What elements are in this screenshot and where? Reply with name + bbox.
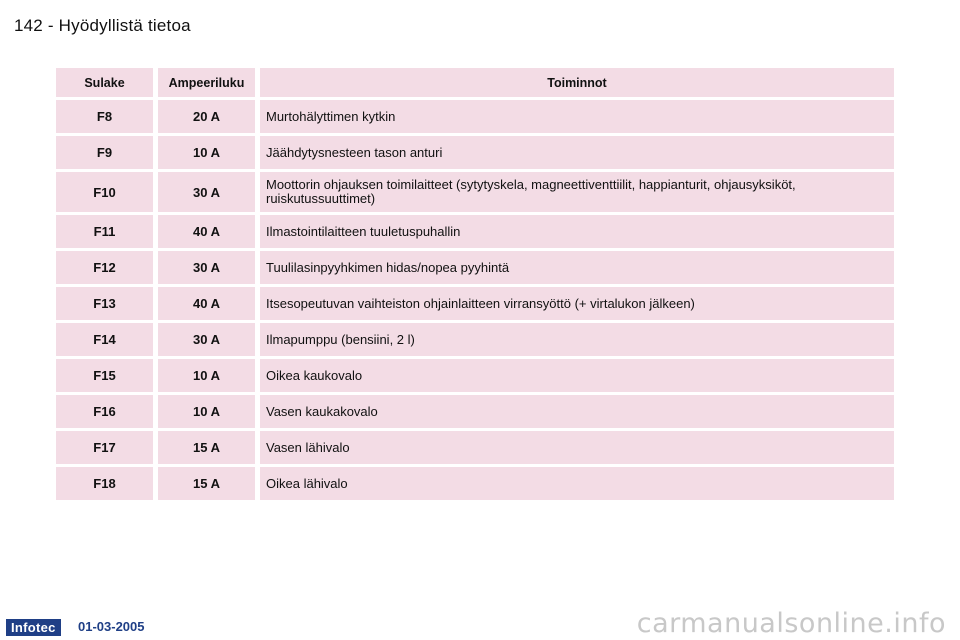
amperage-cell: 40 A [158, 287, 255, 320]
function-cell: Vasen lähivalo [260, 431, 894, 464]
function-cell: Murtohälyttimen kytkin [260, 100, 894, 133]
amperage-cell: 15 A [158, 431, 255, 464]
fuse-id-cell: F18 [56, 467, 153, 500]
watermark-text: carmanualsonline.info [636, 608, 946, 639]
table-row [56, 172, 894, 212]
amperage-cell: 30 A [158, 251, 255, 284]
amperage-cell: 10 A [158, 359, 255, 392]
fuse-id-cell: F17 [56, 431, 153, 464]
table-header-row [56, 68, 894, 97]
fuse-id-cell: F9 [56, 136, 153, 169]
table-row [56, 467, 894, 500]
fuse-id-cell: F11 [56, 215, 153, 248]
table-row [56, 359, 894, 392]
fuse-id-cell: F16 [56, 395, 153, 428]
amperage-cell: 10 A [158, 136, 255, 169]
amperage-cell: 40 A [158, 215, 255, 248]
table-row [56, 215, 894, 248]
function-cell: Moottorin ohjauksen toimilaitteet (sytytyskela, magneettiventtiilit, happianturit, ohjausyksiköt, ruiskutussuuttimet) [260, 172, 894, 212]
fuse-id-cell: F8 [56, 100, 153, 133]
table-row [56, 287, 894, 320]
table-row [56, 251, 894, 284]
function-cell: Oikea lähivalo [260, 467, 894, 500]
function-cell: Itsesopeutuvan vaihteiston ohjainlaitteen virransyöttö (+ virtalukon jälkeen) [260, 287, 894, 320]
column-header-fuse: Sulake [56, 68, 153, 97]
amperage-cell: 15 A [158, 467, 255, 500]
function-cell: Tuulilasinpyyhkimen hidas/nopea pyyhintä [260, 251, 894, 284]
function-cell: Ilmapumppu (bensiini, 2 l) [260, 323, 894, 356]
amperage-cell: 10 A [158, 395, 255, 428]
table-row [56, 431, 894, 464]
infotec-logo: Infotec [6, 619, 61, 636]
footer-date: 01-03-2005 [78, 619, 145, 634]
function-cell: Oikea kaukovalo [260, 359, 894, 392]
fuse-id-cell: F10 [56, 172, 153, 212]
fuse-id-cell: F14 [56, 323, 153, 356]
amperage-cell: 30 A [158, 172, 255, 212]
fuse-id-cell: F12 [56, 251, 153, 284]
column-header-functions: Toiminnot [260, 68, 894, 97]
amperage-cell: 20 A [158, 100, 255, 133]
fuse-id-cell: F13 [56, 287, 153, 320]
table-row [56, 136, 894, 169]
page-title: 142 - Hyödyllistä tietoa [14, 16, 191, 35]
column-header-amperage: Ampeeriluku [158, 68, 255, 97]
function-cell: Ilmastointilaitteen tuuletuspuhallin [260, 215, 894, 248]
function-cell: Jäähdytysnesteen tason anturi [260, 136, 894, 169]
table-row [56, 100, 894, 133]
table-row [56, 323, 894, 356]
fuse-id-cell: F15 [56, 359, 153, 392]
function-cell: Vasen kaukakovalo [260, 395, 894, 428]
amperage-cell: 30 A [158, 323, 255, 356]
fuse-table [51, 65, 899, 503]
table-row [56, 395, 894, 428]
